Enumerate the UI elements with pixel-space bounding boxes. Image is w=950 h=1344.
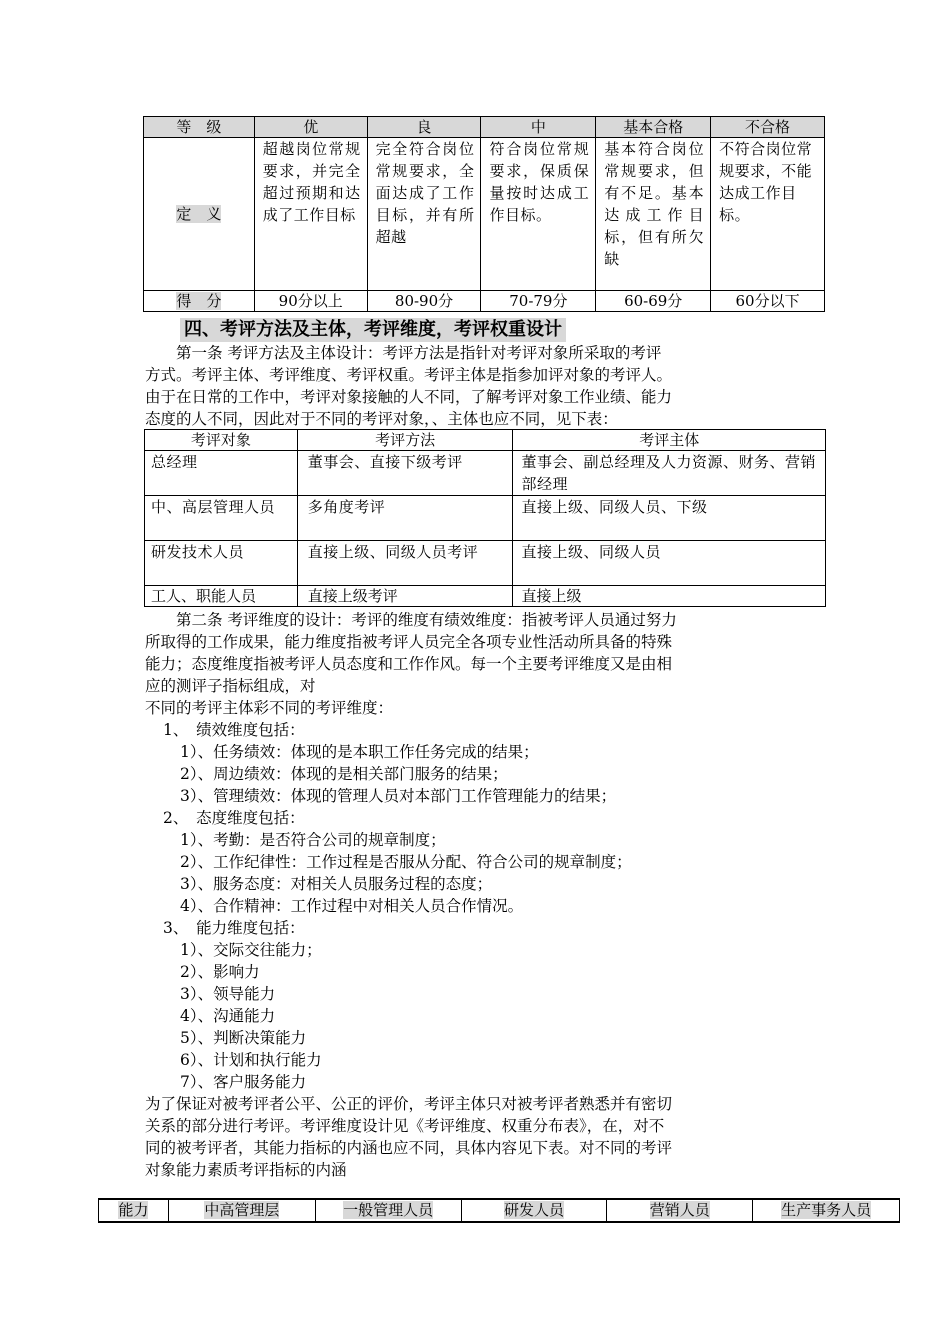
table-row: [145, 496, 826, 541]
grade-header-cell: 优: [254, 117, 367, 138]
grade-definition-row: [144, 138, 825, 291]
paragraph-line: 由于在日常的工作中，考评对象接触的人不同，了解考评对象工作业绩、能力: [145, 388, 673, 406]
list-item: 3）、领导能力: [180, 985, 276, 1003]
subject-header-row: [145, 430, 826, 451]
paragraph-line: 为了保证对被考评者公平、公正的评价，考评主体只对被考评者熟悉并有密切: [145, 1095, 673, 1113]
grade-score-row: [144, 291, 825, 312]
ability-header-cell: 营销人员: [649, 1201, 710, 1219]
grade-header-cell: 基本合格: [596, 117, 711, 138]
score-cell: 80-90分: [367, 291, 481, 312]
grade-header-cell: 良: [367, 117, 481, 138]
score-cell: 70-79分: [481, 291, 596, 312]
method-cell: 直接上级、同级人员考评: [297, 541, 513, 586]
subject-table: [144, 429, 826, 607]
score-cell: 60-69分: [596, 291, 711, 312]
list-item: 2）、影响力: [180, 963, 260, 981]
list-item: 2）、周边绩效：体现的是相关部门服务的结果；: [180, 765, 508, 783]
subject-header-cell: 考评对象: [145, 430, 298, 451]
score-cell: 60分以下: [711, 291, 825, 312]
ability-header-cell: 中高管理层: [204, 1201, 280, 1219]
ability-header-row: [99, 1199, 900, 1222]
paragraph-line: 第一条 考评方法及主体设计：考评方法是指针对考评对象所采取的考评: [145, 344, 662, 362]
paragraph-line: 应的测评子指标组成，对: [145, 677, 316, 695]
list-item: 3）、管理绩效：体现的管理人员对本部门工作管理能力的结果；: [180, 787, 617, 805]
list-item: 1）、任务绩效：体现的是本职工作任务完成的结果；: [180, 743, 539, 761]
definition-cell: 符合岗位常规要求，保质保量按时达成工作目标。: [481, 138, 596, 291]
subject-cell: 工人、职能人员: [145, 586, 298, 607]
list-item: 4）、合作精神：工作过程中对相关人员合作情况。: [180, 897, 524, 915]
paragraph-line: 所取得的工作成果，能力维度指被考评人员完全各项专业性活动所具备的特殊: [145, 633, 673, 651]
ability-header-cell: 生产事务人员: [781, 1201, 872, 1219]
ability-header-cell: 一般管理人员: [343, 1201, 434, 1219]
grade-header-cell: 等 级: [144, 117, 255, 138]
paragraph-line: 对象能力素质考评指标的内涵: [145, 1161, 347, 1179]
definition-cell: 超越岗位常规要求，并完全超过预期和达成了工作目标: [254, 138, 367, 291]
list-item: 4）、沟通能力: [180, 1007, 276, 1025]
subject-cell: 研发技术人员: [145, 541, 298, 586]
method-cell: 董事会、直接下级考评: [297, 451, 513, 496]
method-cell: 直接上级考评: [297, 586, 513, 607]
list-item: 1）、考勤：是否符合公司的规章制度；: [180, 831, 446, 849]
grade-table: [143, 116, 825, 312]
definition-cell: 完全符合岗位常规要求，全面达成了工作目标，并有所超越: [367, 138, 481, 291]
paragraph-line: 同的被考评者，其能力指标的内涵也应不同，具体内容见下表。对不同的考评: [145, 1139, 673, 1157]
table-row: [145, 451, 826, 496]
list-item: 3）、服务态度：对相关人员服务过程的态度；: [180, 875, 493, 893]
subject-cell: 总经理: [145, 451, 298, 496]
definition-label: 定 义: [176, 205, 222, 223]
list-item: 7）、客户服务能力: [180, 1073, 307, 1091]
dimension-heading: 3、 能力维度包括：: [163, 919, 305, 937]
table-row: [145, 541, 826, 586]
paragraph-line: 能力；态度维度指被考评人员态度和工作作风。每一个主要考评维度又是由相: [145, 655, 673, 673]
ability-header-cell: 研发人员: [503, 1201, 564, 1219]
list-item: 2）、工作纪律性：工作过程是否服从分配、符合公司的规章制度；: [180, 853, 632, 871]
paragraph-line: 第二条 考评维度的设计：考评的维度有绩效维度：指被考评人员通过努力: [145, 611, 677, 629]
list-item: 6）、计划和执行能力: [180, 1051, 322, 1069]
evaluator-cell: 直接上级、同级人员、下级: [513, 496, 826, 541]
evaluator-cell: 董事会、副总经理及人力资源、财务、营销部经理: [513, 451, 826, 496]
evaluator-cell: 直接上级、同级人员: [513, 541, 826, 586]
subject-cell: 中、高层管理人员: [145, 496, 298, 541]
dimension-heading: 2、 态度维度包括：: [163, 809, 305, 827]
paragraph-line: 态度的人不同，因此对于不同的考评对象，、主体也应不同，见下表：: [145, 410, 618, 428]
paragraph-line: 关系的部分进行考评。考评维度设计见《考评维度、权重分布表》，在，对不: [145, 1117, 665, 1135]
method-cell: 多角度考评: [297, 496, 513, 541]
grade-header-cell: 中: [481, 117, 596, 138]
list-item: 1）、交际交往能力；: [180, 941, 322, 959]
subject-header-cell: 考评方法: [297, 430, 513, 451]
ability-header-cell: 能力: [118, 1201, 149, 1219]
paragraph-line: 不同的考评主体彩不同的考评维度：: [145, 699, 394, 717]
ability-table: [98, 1198, 900, 1223]
score-label: 得 分: [176, 292, 222, 310]
score-cell: 90分以上: [254, 291, 367, 312]
section-title: 四、考评方法及主体，考评维度，考评权重设计: [180, 318, 566, 342]
subject-header-cell: 考评主体: [513, 430, 826, 451]
dimension-heading: 1、 绩效维度包括：: [163, 721, 305, 739]
grade-header-row: [144, 117, 825, 138]
definition-cell: 不符合岗位常规要求，不能达成工作目标。: [711, 138, 825, 291]
paragraph-line: 方式。考评主体、考评维度、考评权重。考评主体是指参加评对象的考评人。: [145, 366, 673, 384]
table-row: [145, 586, 826, 607]
list-item: 5）、判断决策能力: [180, 1029, 307, 1047]
definition-cell: 基本符合岗位常规要求，但有不足。基本达成工作目标，但有所欠缺: [596, 138, 711, 291]
evaluator-cell: 直接上级: [513, 586, 826, 607]
grade-header-cell: 不合格: [711, 117, 825, 138]
